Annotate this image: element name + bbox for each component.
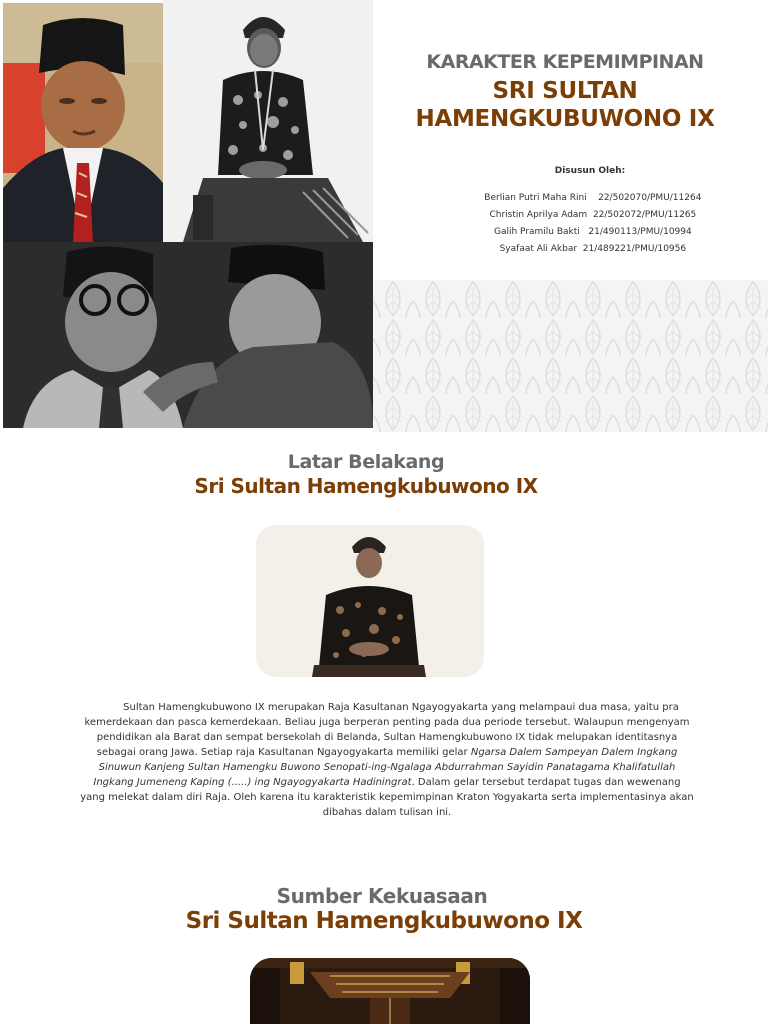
author-nim: 22/502072/PMU/11265 — [592, 210, 697, 220]
cover-title-line3: HAMENGKUBUWONO IX — [415, 106, 715, 132]
background-paragraph — [80, 700, 694, 820]
royal-title-text: Ngarsa Dalem Sampeyan Dalem Ingkang Sinuwun Kanjeng Sultan Hamengku Buwono Senopati-ing-Ngalaga Abdurrahman Sayidin Panatagama Khalifatullah Ingkang Jumeneng Kaping (.....) ing Ngayogyakarta Hadiningrat — [93, 747, 678, 788]
author-name: Christin Aprilya Adam — [489, 210, 588, 220]
author-nim: 21/490113/PMU/10994 — [588, 227, 692, 237]
background-subheading: Sri Sultan Hamengkubuwono IX — [194, 474, 538, 498]
author-nim: 21/489221/PMU/10956 — [582, 244, 687, 254]
author-name: Syafaat Ali Akbar — [499, 244, 578, 254]
ceremony-photo — [3, 242, 373, 428]
source-heading: Sumber Kekuasaan — [276, 884, 488, 908]
cover-title-line2: SRI SULTAN — [492, 78, 638, 104]
author-nim: 22/502070/PMU/11264 — [598, 193, 702, 203]
portrait-photo-sitting — [163, 0, 373, 242]
background-heading: Latar Belakang — [287, 451, 445, 473]
source-subheading: Sri Sultan Hamengkubuwono IX — [185, 908, 583, 934]
sultan-seated-photo — [256, 525, 484, 677]
paragraph-text: . Dalam gelar tersebut terdapat tugas dan wewenang yang melekat dalam diri Raja. Oleh karena itu karakteristik kepemimpinan Kraton Yogyakarta serta implementasinya akan dibahas dalam tulisan ini. — [80, 777, 694, 818]
leaf-pattern-decoration — [373, 280, 768, 432]
paragraph-text: Sultan Hamengkubuwono IX merupakan Raja Kasultanan Ngayogyakarta yang melampaui dua masa, yaitu pra kemerdekaan dan pasca kemerdekaan. Beliau juga berperan penting pada dua periode tersebut. Walaupun mengenyam pendidikan ala Barat dan sempat bersekolah di Belanda, Sultan Hamengkubuwono IX tidak melupakan identitasnya sebagai orang Jawa. Setiap raja Kasultanan Ngayogyakarta memiliki gelar — [84, 702, 690, 758]
kraton-hall-photo — [250, 958, 530, 1024]
portrait-photo-color — [3, 3, 163, 242]
cover-title-line1: KARAKTER KEPEMIMPINAN — [426, 51, 704, 73]
authors-heading: Disusun Oleh: — [554, 166, 626, 176]
author-name: Berlian Putri Maha Rini — [484, 193, 587, 203]
author-name: Galih Pramilu Bakti — [494, 227, 580, 237]
author-row — [400, 234, 768, 254]
